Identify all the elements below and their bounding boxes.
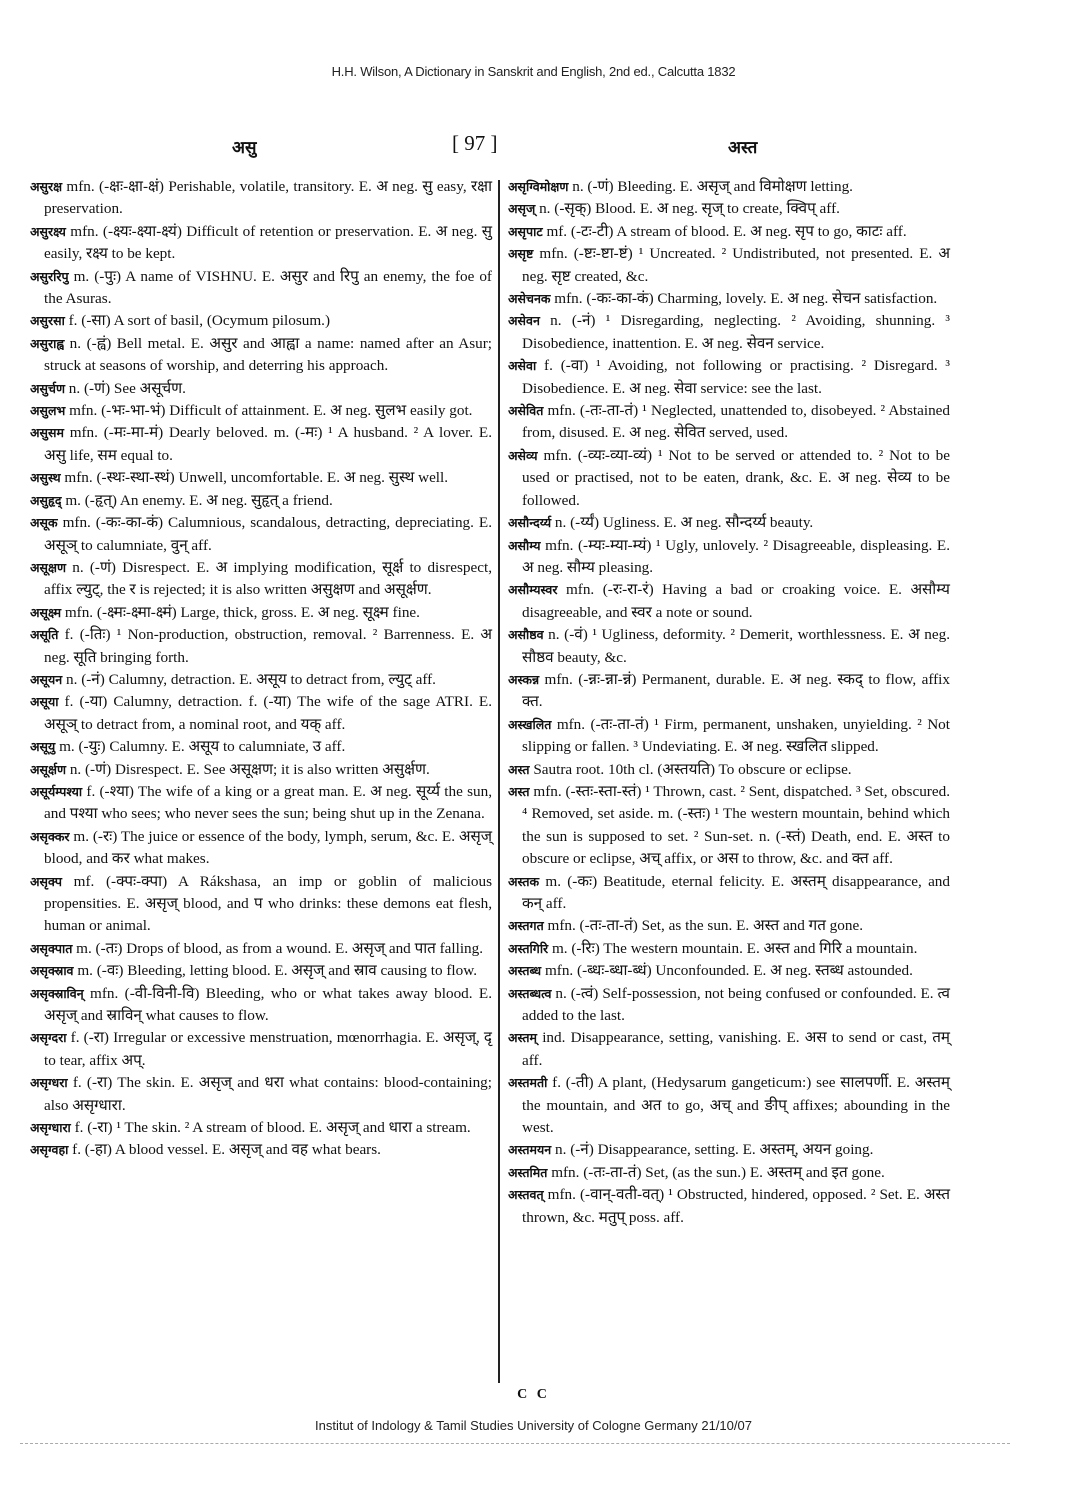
entry-headword: असूक्ष्म — [30, 604, 62, 620]
entry-headword: असूयु — [30, 739, 56, 755]
dictionary-entry — [30, 266, 492, 311]
source-note: H.H. Wilson, A Dictionary in Sanskrit and English, 2nd ed., Calcutta 1832 — [331, 64, 736, 79]
entry-definition: f. (-रा) The skin. E. असृज् and धरा what contains: blood-containing; also असृग्धारा. — [44, 1074, 492, 1114]
right-guideword: अस्त — [728, 138, 758, 158]
entry-headword: अस्तब्ध — [508, 963, 542, 979]
entry-definition: mf. (-टः-टी) A stream of blood. E. अ neg. सृप to go, काटः aff. — [542, 222, 907, 240]
entry-headword: असृक्स्राव — [30, 963, 74, 979]
dictionary-entry — [30, 1072, 492, 1117]
page-number: [ 97 ] — [452, 131, 498, 155]
dictionary-entry — [30, 1139, 492, 1161]
dictionary-entry — [508, 445, 950, 512]
dictionary-entry — [508, 669, 950, 714]
entry-definition: n. (-णं) Disrespect. E. See असूक्षण; it is also written असुर्क्षण. — [66, 760, 430, 778]
entry-headword: अस्तगत — [508, 918, 544, 934]
entry-headword: असूति — [30, 627, 59, 643]
dictionary-entry — [508, 714, 950, 759]
entry-headword: असौन्दर्य्य — [508, 515, 552, 531]
dictionary-entry — [30, 960, 492, 982]
entry-definition: mfn. (-तः-ता-तं) ¹ Neglected, unattended to, disobeyed. ² Abstained from, disused. E. अ neg. सेवित served, used. — [522, 402, 950, 442]
dictionary-entry — [30, 378, 492, 400]
signature-mark: C C — [517, 1387, 550, 1402]
footer-note: Institut of Indology & Tamil Studies University of Cologne Germany 21/10/07 — [315, 1418, 752, 1433]
entry-definition: mfn. (-कः-का-कं) Calumnious, scandalous, detracting, depreciating. E. असूञ् to calumniate, वुन् aff. — [44, 514, 492, 554]
entry-definition: f. (-श्या) The wife of a king or a great man. E. अ neg. सूर्य्य the sun, and पश्या who sees; who never sees the sun; being shut up in the Zenana. — [44, 782, 492, 823]
entry-headword: असृग्धरा — [30, 1075, 68, 1091]
dictionary-entry — [508, 624, 950, 669]
right-column — [508, 176, 950, 1229]
dictionary-entry — [30, 669, 492, 691]
dictionary-entry — [30, 983, 492, 1028]
entry-definition: n. (-र्य्यं) Ugliness. E. अ neg. सौन्दर्य्य beauty. — [551, 514, 814, 532]
entry-definition: f. (-तिः) ¹ Non-production, obstruction, removal. ² Barrenness. E. अ neg. सूति bringing forth. — [44, 626, 492, 666]
entry-definition: n. (-त्वं) Self-possession, not being confused or confounded. E. त्व added to the last. — [522, 984, 950, 1025]
entry-headword: अस्तमयन — [508, 1142, 552, 1158]
entry-headword: असृग्विमोक्षण — [508, 179, 569, 194]
entry-headword: असृज् — [508, 201, 536, 217]
entry-headword: असुर्चण — [30, 380, 65, 396]
entry-headword: असौष्ठव — [508, 627, 544, 643]
entry-headword: अस्तक — [508, 873, 540, 889]
dictionary-entry — [508, 1162, 950, 1184]
dictionary-entry — [30, 310, 492, 332]
dictionary-entry — [508, 288, 950, 310]
entry-definition: mfn. (-ष्टः-ष्टा-ष्टं) ¹ Uncreated. ² Undistributed, not presented. E. अ neg. सृष्ट created, &c. — [522, 245, 950, 285]
entry-headword: असौम्य — [508, 537, 541, 553]
dictionary-entry — [30, 467, 492, 489]
dictionary-entry — [30, 1117, 492, 1139]
entry-headword: असृक्कर — [30, 828, 70, 844]
dictionary-entry — [508, 871, 950, 916]
entry-definition: mfn. (-स्तः-स्ता-स्तं) ¹ Thrown, cast. ² Sent, dispatched. ³ Set, obscured. ⁴ Removed, set aside. m. (-स्तः) ¹ The western mountain, behind which the sun is supposed to set. ² Sun-set. n. (-स्तं) Death, end. E. अस्त to obscure or eclipse, अच् affix, or अस to throw, &c. and क्त aff. — [522, 782, 950, 868]
dictionary-entry — [30, 938, 492, 960]
entry-definition: mfn. (-म्यः-म्या-म्यं) ¹ Ugly, unlovely. ² Disagreeable, displeasing. E. अ neg. सौम्य pleasing. — [522, 536, 950, 576]
entry-headword: असुहृद् — [30, 492, 62, 508]
entry-definition: f. (-रा) Irregular or excessive menstruation, mœnorrhagia. E. असृज्, दृ to tear, affix अप्. — [44, 1029, 492, 1069]
entry-definition: mfn. (-व्यः-व्या-व्यं) ¹ Not to be served or attended to. ² Not to be used or practised, not to be eaten, drank, &c. E. अ neg. सेव्य to be followed. — [522, 446, 950, 509]
entry-definition: f. (-वा) ¹ Avoiding, not following or practising. ² Disregard. ³ Disobedience. E. अ neg. सेवा service: see the last. — [522, 357, 950, 397]
entry-headword: अस्त — [508, 783, 530, 799]
running-head — [0, 131, 1067, 165]
dictionary-entry — [508, 535, 950, 580]
entry-definition: Sautra root. 10th cl. (अस्तयति) To obscure or eclipse. — [529, 760, 852, 778]
entry-headword: असृक्प — [30, 873, 62, 889]
dictionary-entry — [30, 1027, 492, 1072]
dictionary-entry — [30, 176, 492, 221]
entry-headword: असेचनक — [508, 291, 551, 307]
entry-headword: असेव्य — [508, 447, 538, 463]
dictionary-entry — [508, 243, 950, 288]
entry-headword: अस्तमित — [508, 1164, 548, 1180]
entry-headword: असुरक्ष्य — [30, 223, 66, 239]
entry-definition: mfn. (-स्थः-स्था-स्थं) Unwell, uncomfortable. E. अ neg. सुस्थ well. — [60, 469, 449, 487]
entry-headword: असृपाट — [508, 223, 543, 239]
entry-headword: असौम्यस्वर — [508, 582, 558, 598]
dictionary-entry — [30, 490, 492, 512]
entry-definition: f. (-सा) A sort of basil, (Ocymum pilosum.) — [64, 312, 330, 330]
dictionary-entry — [508, 355, 950, 400]
entry-definition: mfn. (-क्षः-क्षा-क्षं) Perishable, volatile, transitory. E. अ neg. सु easy, रक्षा preservation. — [44, 178, 492, 218]
entry-definition: f. (-हा) A blood vessel. E. असृज् and वह what bears. — [68, 1141, 381, 1159]
dictionary-entry — [508, 983, 950, 1028]
entry-definition: mfn. (-तः-ता-तं) Set, (as the sun.) E. अस्तम् and इत gone. — [547, 1163, 885, 1181]
entry-definition: m. (-रिः) The western mountain. E. अस्त and गिरि a mountain. — [548, 939, 918, 957]
entry-headword: असृक्पात — [30, 940, 73, 956]
entry-definition: m. (-तः) Drops of blood, as from a wound. E. असृज् and पात falling. — [72, 939, 484, 957]
dictionary-entry — [30, 826, 492, 871]
entry-headword: असेवित — [508, 403, 544, 419]
dictionary-entry — [30, 691, 492, 736]
entry-headword: अस्तगिरि — [508, 940, 549, 956]
dictionary-entry — [30, 557, 492, 602]
dictionary-entry — [30, 333, 492, 378]
footer-rule — [20, 1443, 1010, 1444]
dictionary-entry — [508, 400, 950, 445]
dictionary-entry — [30, 781, 492, 826]
entry-definition: f. (-रा) ¹ The skin. ² A stream of blood. E. असृज् and धारा a stream. — [70, 1119, 471, 1137]
dictionary-entry — [30, 736, 492, 758]
dictionary-entry — [508, 1027, 950, 1072]
entry-headword: असृग्दरा — [30, 1030, 67, 1046]
entry-definition: mf. (-क्पः-क्पा) A Rákshasa, an imp or goblin of malicious propensities. E. असृज् blood, and प who drinks: these demons eat flesh, human or animal. — [44, 872, 492, 935]
entry-definition: mfn. (-कः-का-कं) Charming, lovely. E. अ neg. सेचन satisfaction. — [550, 290, 938, 308]
entry-headword: असृष्ट — [508, 246, 534, 262]
dictionary-entry — [30, 422, 492, 467]
entry-definition: mfn. (-तः-ता-तं) ¹ Firm, permanent, unshaken, unyielding. ² Not slipping or fallen. ³ Undeviating. E. अ neg. स्खलित slipped. — [522, 715, 950, 756]
entry-headword: असेवा — [508, 358, 537, 374]
dictionary-entry — [508, 1139, 950, 1161]
dictionary-entry — [508, 915, 950, 937]
entry-definition: m. (-कः) Beatitude, eternal felicity. E. अस्तम् disappearance, and कन् aff. — [522, 872, 950, 912]
dictionary-entry — [30, 624, 492, 669]
dictionary-entry — [30, 759, 492, 781]
entry-headword: असुररिपु — [30, 268, 69, 284]
entry-headword: असृग्वहा — [30, 1142, 69, 1158]
dictionary-entry — [508, 579, 950, 624]
entry-headword: असुराह्व — [30, 335, 65, 351]
entry-definition: mfn. (-न्नः-न्ना-न्नं) Permanent, durable. E. अ neg. स्कद् to flow, affix क्त. — [522, 670, 950, 711]
entry-definition: n. (-नं) Calumny, detraction. E. असूय to detract from, ल्युट् aff. — [62, 670, 436, 688]
entry-headword: असृग्धारा — [30, 1120, 71, 1136]
entry-headword: असुलभ — [30, 403, 66, 419]
dictionary-entry — [508, 512, 950, 534]
entry-headword: असूया — [30, 694, 59, 710]
entry-definition: m. (-युः) Calumny. E. असूय to calumniate, उ aff. — [55, 738, 346, 756]
entry-headword: असुस्थ — [30, 470, 61, 486]
dictionary-entry — [30, 221, 492, 266]
entry-definition: n. (-नं) ¹ Disregarding, neglecting. ² Avoiding, shunning. ³ Disobedience, inattention. E. अ neg. सेवन service. — [522, 312, 950, 352]
entry-definition: n. (-णं) Bleeding. E. असृज् and विमोक्षण letting. — [568, 178, 853, 195]
entry-definition: n. (-वं) ¹ Ugliness, deformity. ² Demerit, worthlessness. E. अ neg. सौष्ठव beauty, &c. — [522, 626, 950, 666]
dictionary-entry — [508, 759, 950, 781]
entry-definition: mfn. (-भः-भा-भं) Difficult of attainment. E. अ neg. सुलभ easily got. — [65, 402, 473, 420]
entry-definition: mfn. (-रः-रा-रं) Having a bad or croaking voice. E. असौम्य disagreeable, and स्वर a note or sound. — [522, 581, 950, 621]
entry-definition: mfn. (-वी-विनी-वि) Bleeding, who or what takes away blood. E. असृज् and स्राविन् what causes to flow. — [44, 984, 492, 1025]
dictionary-entry — [508, 1072, 950, 1139]
entry-definition: m. (-हृत्) An enemy. E. अ neg. सुहृत् a friend. — [61, 491, 333, 509]
entry-definition: n. (-ह्वं) Bell metal. E. असुर and आह्वा a name: named after an Asur; struck at seasons of worship, and deterring his approach. — [44, 334, 492, 375]
entry-headword: असूक्षण — [30, 559, 67, 575]
entry-definition: mfn. (-ब्धः-ब्धा-ब्धं) Unconfounded. E. अ neg. स्तब्ध astounded. — [541, 962, 913, 980]
left-column — [30, 176, 492, 1162]
dictionary-entry — [508, 176, 950, 198]
entry-headword: अस्कन्न — [508, 671, 540, 687]
entry-definition: mfn. (-तः-ता-तं) Set, as the sun. E. अस्त and गत gone. — [543, 917, 863, 935]
entry-definition: m. (-पुः) A name of VISHNU. E. असुर and रिपु an enemy, the foe of the Asuras. — [44, 267, 492, 308]
entry-headword: असुरक्ष — [30, 179, 63, 194]
entry-definition: ind. Disappearance, setting, vanishing. E. अस to send or cast, तम् aff. — [522, 1029, 950, 1069]
entry-headword: असूर्यम्पश्या — [30, 783, 83, 799]
dictionary-entry — [508, 938, 950, 960]
dictionary-entry — [30, 400, 492, 422]
entry-headword: असृक्स्राविन् — [30, 985, 84, 1001]
entry-definition: mfn. (-मः-मा-मं) Dearly beloved. m. (-मः) ¹ A husband. ² A lover. E. असु life, सम equal to. — [44, 424, 492, 464]
dictionary-entry — [508, 781, 950, 871]
entry-definition: n. (-णं) Disrespect. E. अ implying modification, सूर्क्ष to disrespect, affix ल्युट्, the र is rejected; it is also written असुक्षण and असूर्क्षण. — [44, 558, 492, 599]
entry-headword: अस्त — [508, 761, 530, 777]
entry-definition: mfn. (-क्ष्यः-क्ष्या-क्ष्यं) Difficult of retention or preservation. E. अ neg. सु easily, रक्ष्य to be kept. — [44, 222, 492, 263]
entry-headword: अस्तब्धत्व — [508, 985, 552, 1001]
dictionary-entry — [30, 602, 492, 624]
entry-definition: mfn. (-वान्-वती-वत्) ¹ Obstructed, hindered, opposed. ² Set. E. अस्त thrown, &c. मतुप् poss. aff. — [522, 1186, 950, 1226]
entry-headword: असूर्क्षण — [30, 761, 67, 777]
left-guideword: असु — [232, 138, 257, 158]
entry-headword: असूयन — [30, 671, 63, 687]
dictionary-entry — [508, 1184, 950, 1229]
entry-definition: n. (-नं) Disappearance, setting. E. अस्तम्, अयन going. — [551, 1141, 874, 1159]
entry-definition: n. (-सृक्) Blood. E. अ neg. सृज् to create, क्विप् aff. — [535, 200, 840, 218]
dictionary-entry — [508, 221, 950, 243]
entry-headword: अस्तम् — [508, 1030, 538, 1046]
column-divider — [498, 180, 500, 1383]
entry-headword: असुरसा — [30, 313, 65, 329]
entry-definition: m. (-वः) Bleeding, letting blood. E. असृज् and स्राव causing to flow. — [73, 962, 477, 980]
entry-headword: अस्तवत् — [508, 1187, 544, 1203]
dictionary-entry — [508, 198, 950, 220]
entry-definition: m. (-रः) The juice or essence of the body, lymph, serum, &c. E. असृज् blood, and कर what makes. — [44, 827, 492, 868]
entry-definition: mfn. (-क्ष्मः-क्ष्मा-क्ष्मं) Large, thick, gross. E. अ neg. सूक्ष्म fine. — [61, 603, 420, 621]
entry-headword: असूक — [30, 515, 58, 531]
entry-headword: अस्तमती — [508, 1075, 548, 1091]
entry-headword: असुसम — [30, 425, 64, 441]
dictionary-entry — [30, 871, 492, 938]
dictionary-entry — [508, 310, 950, 355]
entry-definition: f. (-ती) A plant, (Hedysarum gangeticum:) see सालपर्णी. E. अस्तम् the mountain, and अत to go, अच् and ङीप् affixes; abounding in the west. — [522, 1074, 950, 1137]
entry-definition: n. (-णं) See असूर्चण. — [64, 379, 186, 397]
entry-headword: अस्खलित — [508, 716, 552, 732]
entry-definition: f. (-या) Calumny, detraction. f. (-या) The wife of the sage ATRI. E. असूञ् to detract from, a nominal root, and यक् aff. — [44, 693, 492, 733]
entry-headword: असेवन — [508, 313, 540, 329]
dictionary-entry — [30, 512, 492, 557]
dictionary-entry — [508, 960, 950, 982]
